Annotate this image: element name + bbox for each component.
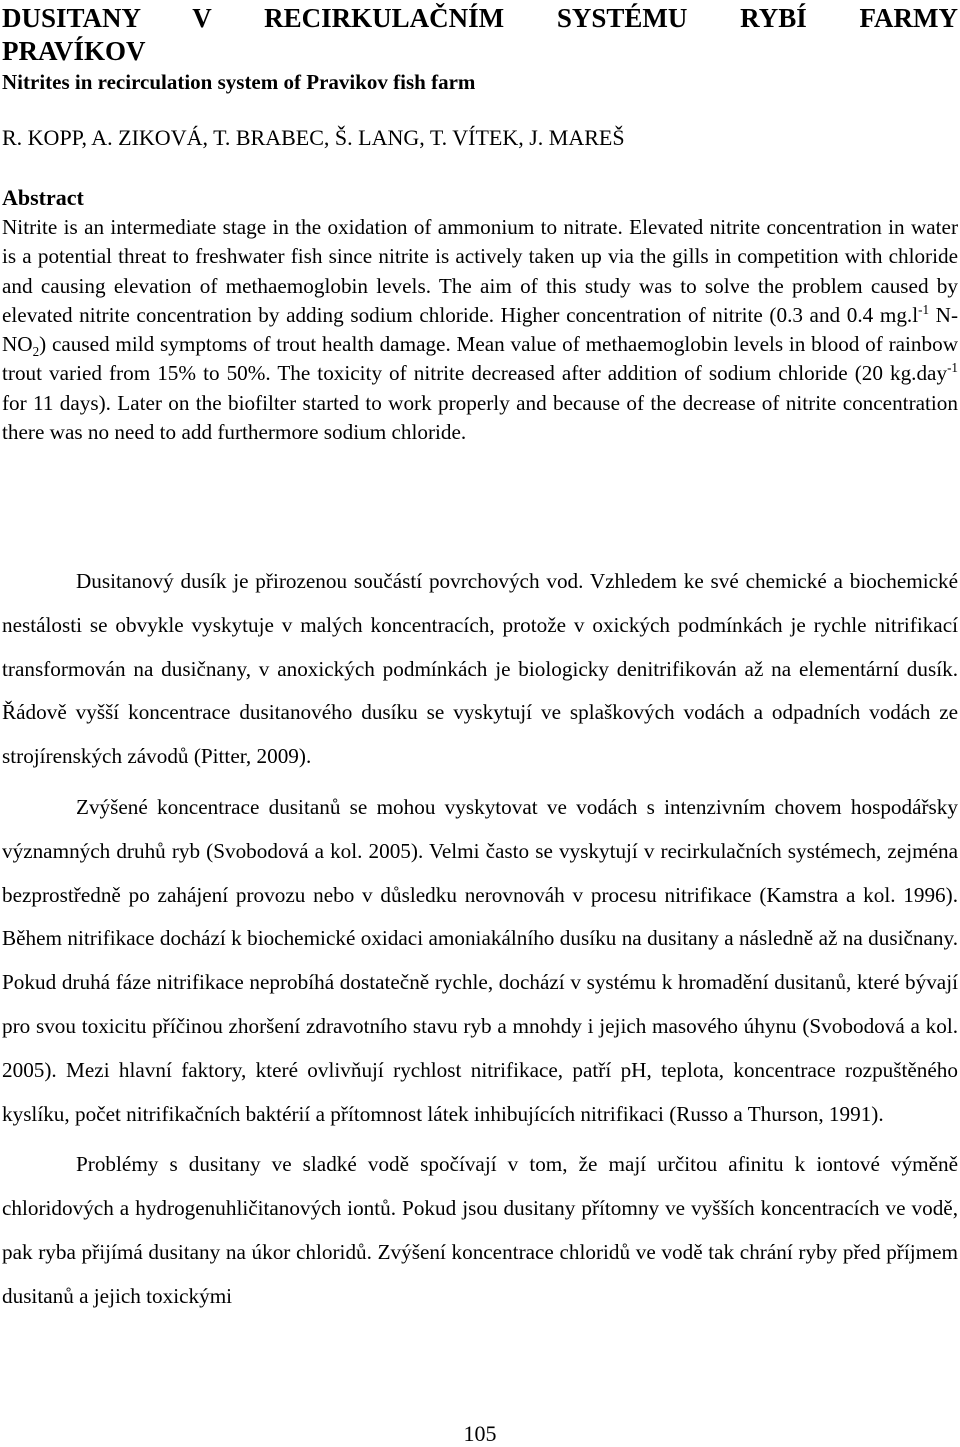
authors-line: R. KOPP, A. ZIKOVÁ, T. BRABEC, Š. LANG, T. VÍTEK, J. MAREŠ bbox=[2, 125, 625, 150]
abstract-segment-4: for 11 days). Later on the biofilter started to work properly and because of the decrease of nitrite concentration there was no need to add furthermore sodium chloride. bbox=[2, 390, 958, 445]
paper-title bbox=[2, 2, 958, 68]
abstract-superscript-2: -1 bbox=[947, 360, 958, 376]
abstract-superscript-1: -1 bbox=[918, 301, 930, 317]
abstract-heading: Abstract bbox=[2, 185, 84, 210]
body-paragraph-3: Problémy s dusitany ve sladké vodě spočívají v tom, že mají určitou afinitu k iontové výměně chloridových a hydrogenuhličitanových iontů. Pokud jsou dusitany přítomny ve vyšších koncentracích ve vodě, pak ryba přijímá dusitany na úkor chloridů. Zvýšení koncentrace chloridů ve vodě tak chrání ryby před příjmem dusitanů a jejich toxickými bbox=[2, 1152, 958, 1308]
title-line-2: PRAVÍKOV bbox=[2, 36, 146, 66]
english-subtitle: Nitrites in recirculation system of Pravikov fish farm bbox=[2, 70, 476, 94]
abstract-subscript-1: 2 bbox=[32, 344, 40, 360]
abstract-segment-2: N-NO bbox=[2, 302, 959, 357]
title-line-1: DUSITANY V RECIRKULAČNÍM SYSTÉMU RYBÍ FARMY bbox=[2, 3, 958, 33]
body-paragraph-1: Dusitanový dusík je přirozenou součástí povrchových vod. Vzhledem ke své chemické a biochemické nestálosti se obvykle vyskytuje v malých koncentracích, protože v oxických podmínkách je rychle nitrifikací transformován na dusičnany, v anoxických podmínkách je biologicky denitrifikován až na elementární dusík. Řádově vyšší koncentrace dusitanového dusíku se vyskytují ve splaškových vodách a odpadních vodách ze strojírenských závodů (Pitter, 2009). bbox=[2, 569, 958, 769]
abstract-segment-1: Nitrite is an intermediate stage in the oxidation of ammonium to nitrate. Elevated nitrite concentration in water is a potential threat to freshwater fish since nitrite is actively taken up via the gills in competition with chloride and causing elevation of methaemoglobin levels. The aim of this study was to solve the problem caused by elevated nitrite concentration by adding sodium chloride. Higher concentration of nitrite (0.3 and 0.4 mg.l bbox=[2, 215, 958, 327]
body-text bbox=[2, 560, 958, 1319]
body-paragraph-2: Zvýšené koncentrace dusitanů se mohou vyskytovat ve vodách s intenzivním chovem hospodářsky významných druhů ryb (Svobodová a kol. 2005). Velmi často se vyskytují v recirkulačních systémech, zejména bezprostředně po zahájení provozu nebo v důsledku nerovnováh v procesu nitrifikace (Kamstra a kol. 1996). Během nitrifikace dochází k biochemické oxidaci amoniakálního dusíku na dusitany a následně až na dusičnany. Pokud druhá fáze nitrifikace neprobíhá dostatečně rychle, dochází v systému k hromadění dusitanů, které bývají pro svou toxicitu příčinou zhoršení zdravotního stavu ryb a mnohdy i jejich masového úhynu (Svobodová a kol. 2005). Mezi hlavní faktory, které ovlivňují rychlost nitrifikace, patří pH, teplota, koncentrace rozpuštěného kyslíku, počet nitrifikačních baktérií a přítomnost látek inhibujících nitrifikaci (Russo a Thurson, 1991). bbox=[2, 794, 958, 1126]
abstract-text bbox=[2, 213, 958, 447]
page-number: 105 bbox=[463, 1421, 497, 1446]
abstract-segment-3: ) caused mild symptoms of trout health damage. Mean value of methaemoglobin levels in blood of rainbow trout varied from 15% to 50%. The toxicity of nitrite decreased after addition of sodium chloride (20 kg.day bbox=[2, 332, 958, 386]
